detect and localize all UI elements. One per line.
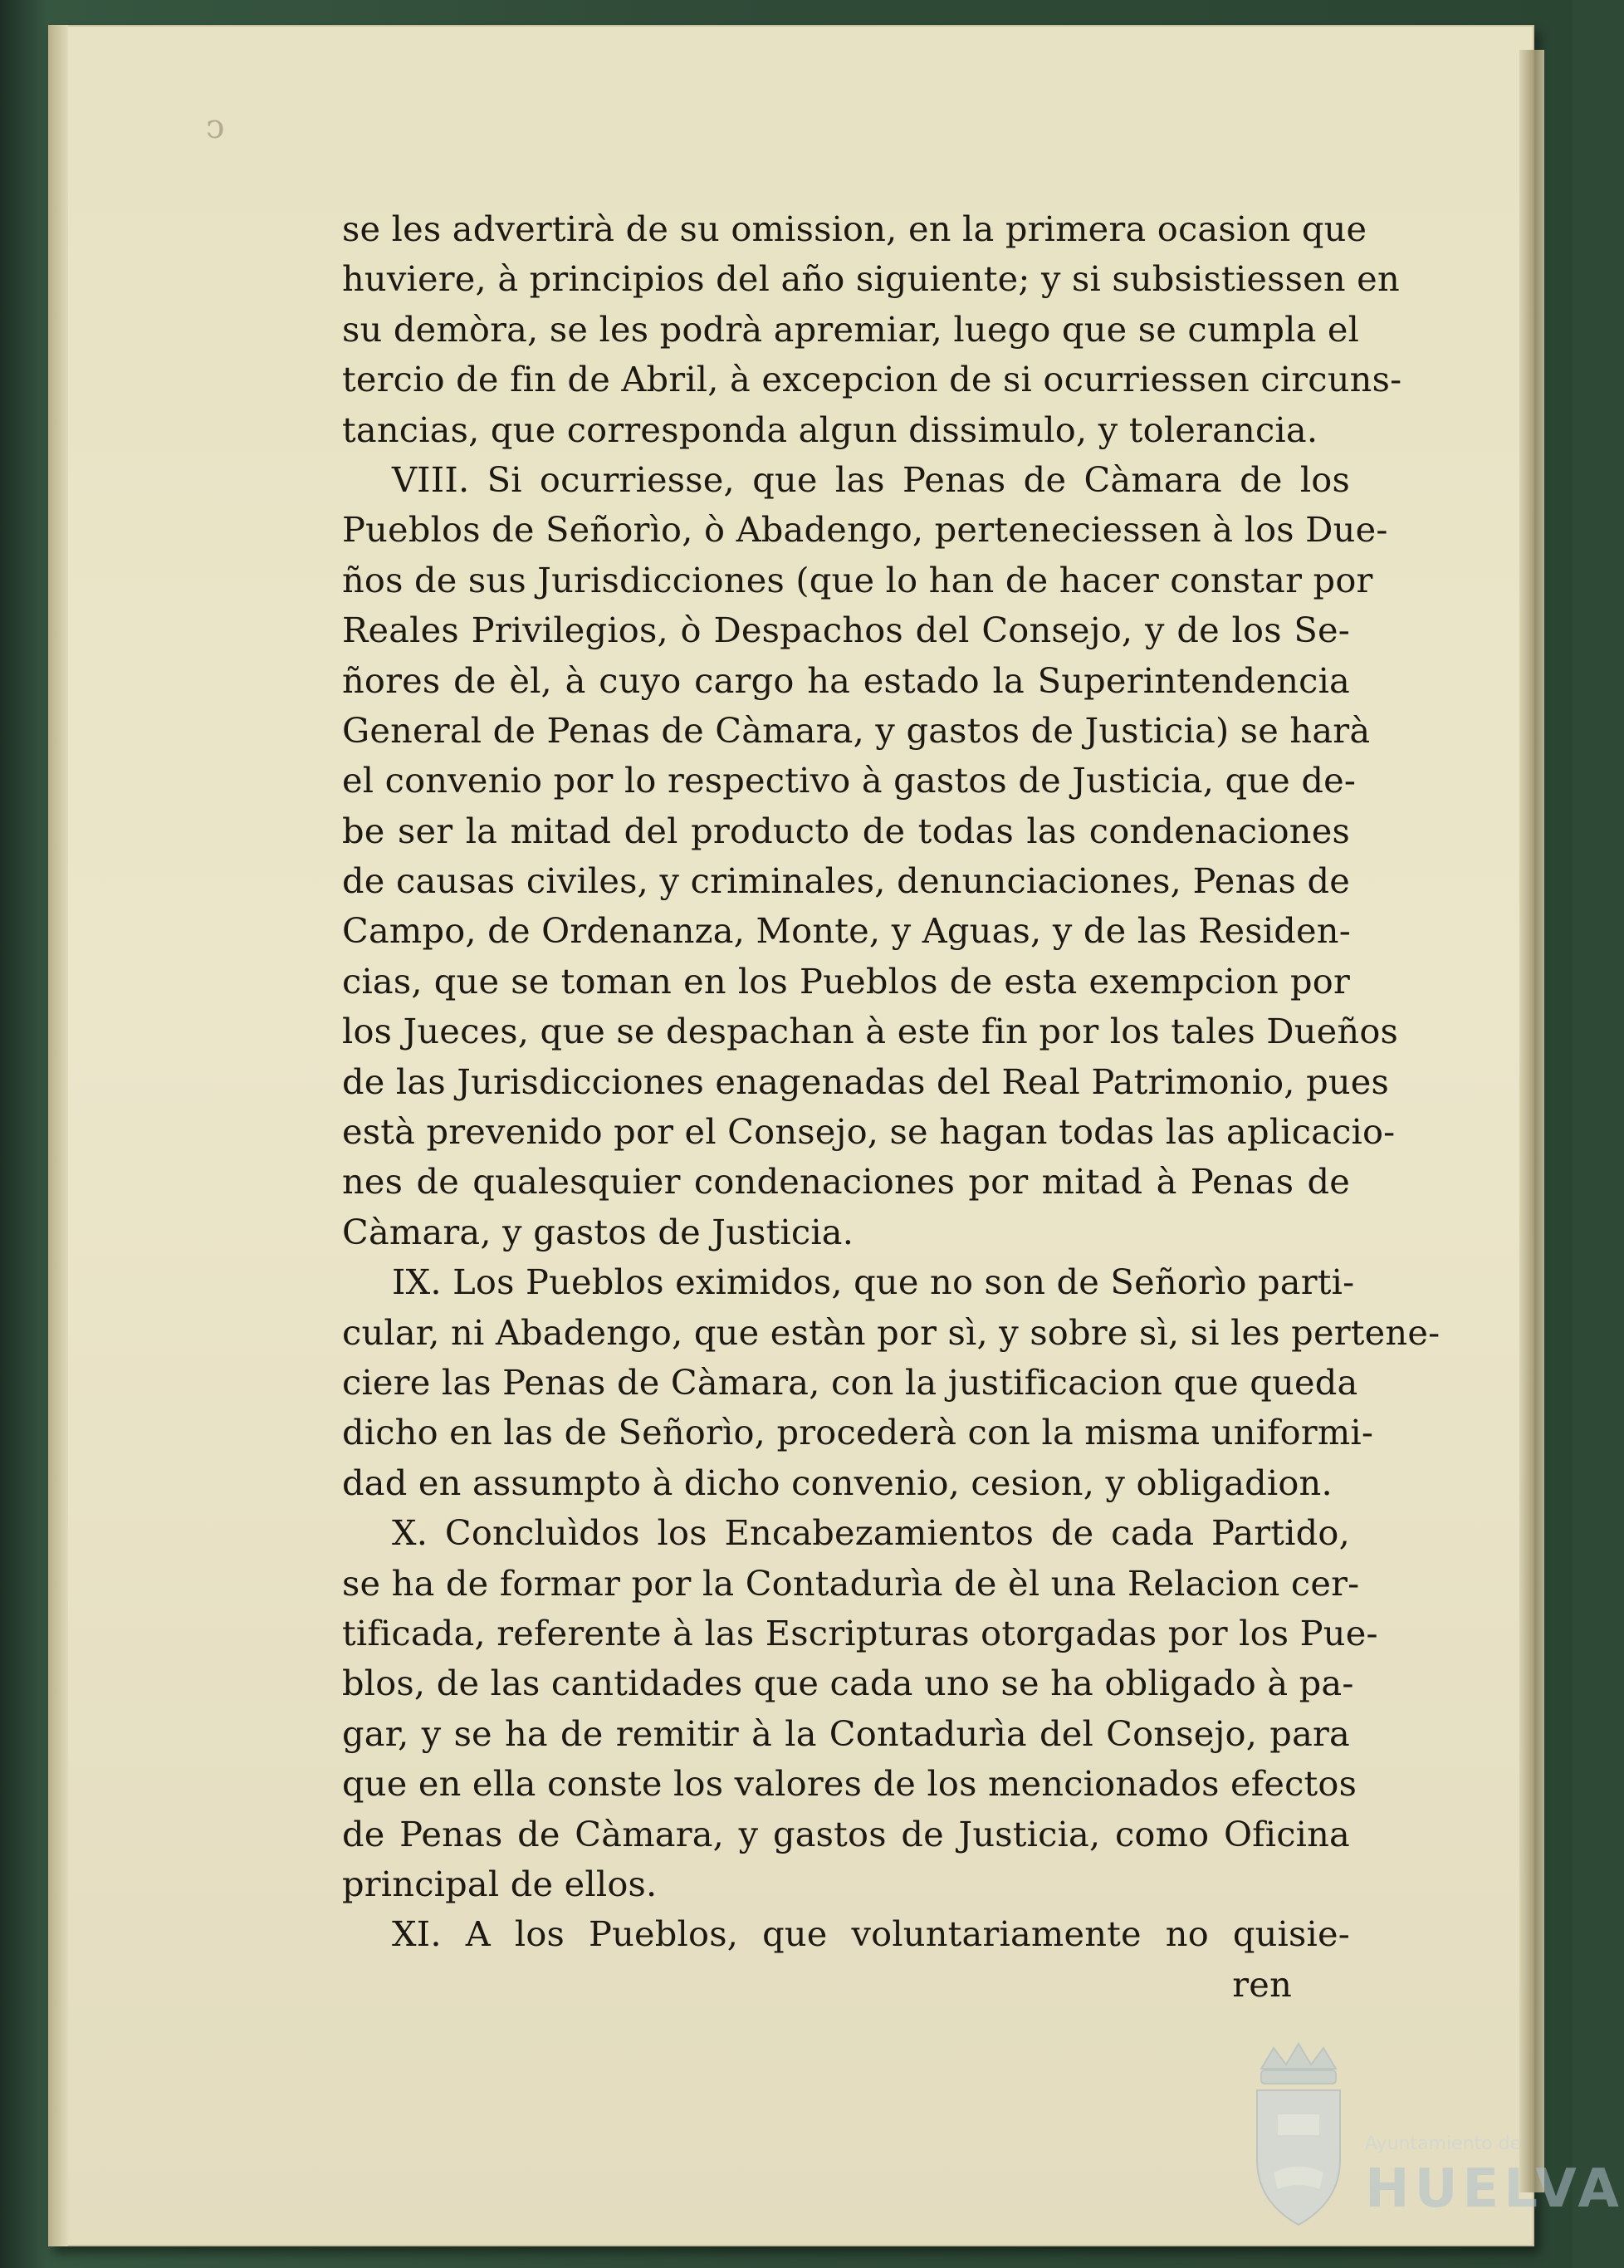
- margin-ink-mark: ↄ: [206, 108, 225, 146]
- text-line: tancias, que corresponda algun dissimulo, y tolerancia.: [342, 409, 1318, 450]
- text-line: està prevenido por el Consejo, se hagan todas las aplicacio-: [342, 1111, 1396, 1153]
- text-line: huviere, à principios del año siguiente; y si subsistiessen en: [342, 258, 1400, 300]
- text-line: dicho en las de Señorìo, procederà con la misma uniformi-: [342, 1412, 1374, 1453]
- text-line: Campo, de Ordenanza, Monte, y Aguas, y de las Residen-: [342, 910, 1351, 952]
- coat-of-arms-icon: [1240, 2035, 1357, 2235]
- text-line: principal de ellos.: [342, 1863, 658, 1904]
- text-line: su demòra, se les podrà apremiar, luego que se cumpla el: [342, 308, 1360, 350]
- text-line: se les advertirà de su omission, en la primera ocasion que: [342, 208, 1367, 249]
- text-line: gar, y se ha de remitir à la Contadurìa del Consejo, para: [342, 1712, 1350, 1754]
- text-line: cias, que se toman en los Pueblos de esta exempcion por: [342, 960, 1350, 1002]
- section-heading-line: VIII. Si ocurriesse, que las Penas de Càmara de los: [392, 458, 1350, 500]
- text-line: se ha de formar por la Contadurìa de èl una Relacion cer-: [342, 1562, 1360, 1604]
- document-body: [342, 204, 1441, 2010]
- text-line: General de Penas de Càmara, y gastos de Justicia) se harà: [342, 709, 1371, 751]
- catchword: ren: [1232, 1963, 1292, 2005]
- text-line: los Jueces, que se despachan à este fin por los tales Dueños: [342, 1011, 1399, 1052]
- page-left-edge: [48, 25, 68, 2246]
- text-line: tercio de fin de Abril, à excepcion de si ocurriessen circuns-: [342, 359, 1402, 400]
- text-line: cular, ni Abadengo, que estàn por sì, y sobre sì, si les pertene-: [342, 1311, 1441, 1353]
- text-line: tificada, referente à las Escripturas otorgadas por los Pue-: [342, 1612, 1378, 1653]
- text-line: blos, de las cantidades que cada uno se ha obligado à pa-: [342, 1663, 1354, 1704]
- section-heading-line: X. Concluìdos los Encabezamientos de cada Partido,: [392, 1512, 1350, 1554]
- text-line: Pueblos de Señorìo, ò Abadengo, perteneciessen à los Due-: [342, 509, 1388, 551]
- text-line: que en ella conste los valores de los mencionados efectos: [342, 1763, 1357, 1805]
- text-line: be ser la mitad del producto de todas las condenaciones: [342, 810, 1350, 851]
- text-line: de las Jurisdicciones enagenadas del Real Patrimonio, pues: [342, 1061, 1390, 1102]
- text-line: nes de qualesquier condenaciones por mitad à Penas de: [342, 1161, 1350, 1203]
- text-line: dad en assumpto à dicho convenio, cesion, y obligadion.: [342, 1462, 1333, 1503]
- text-line: de Penas de Càmara, y gastos de Justicia, como Oficina: [342, 1813, 1350, 1854]
- text-line: de causas civiles, y criminales, denunciaciones, Penas de: [342, 860, 1350, 902]
- page-fold-shadow: [1519, 50, 1544, 2192]
- watermark-line-2: HUELVA: [1365, 2158, 1624, 2220]
- text-line: ñores de èl, à cuyo cargo ha estado la Superintendencia: [342, 659, 1350, 701]
- huelva-watermark: [1240, 2035, 1624, 2243]
- section-heading-line: XI. A los Pueblos, que voluntariamente no quisie-: [392, 1913, 1350, 1955]
- section-heading-line: IX. Los Pueblos eximidos, que no son de Señorìo parti-: [392, 1261, 1355, 1303]
- text-line: ños de sus Jurisdicciones (que lo han de hacer constar por: [342, 559, 1373, 600]
- text-line: el convenio por lo respectivo à gastos de Justicia, que de-: [342, 760, 1357, 801]
- text-line: Càmara, y gastos de Justicia.: [342, 1211, 854, 1252]
- watermark-line-1: Ayuntamiento de: [1365, 2133, 1522, 2154]
- text-line: ciere las Penas de Càmara, con la justificacion que queda: [342, 1361, 1358, 1403]
- text-line: Reales Privilegios, ò Despachos del Consejo, y de los Se-: [342, 610, 1350, 651]
